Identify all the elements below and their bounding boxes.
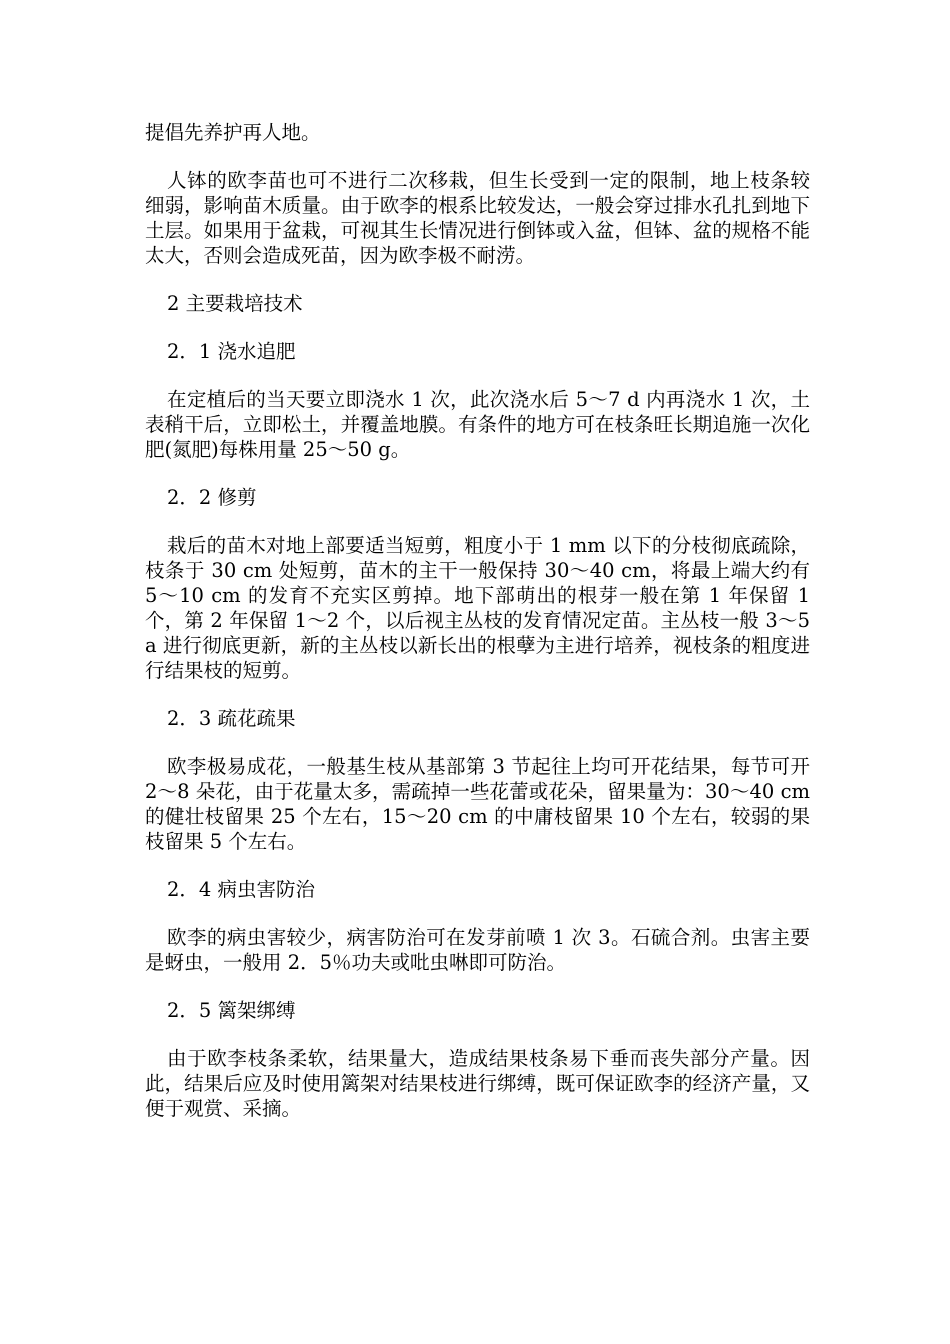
paragraph-trellis: 由于欧李枝条柔软，结果量大，造成结果枝条易下垂而丧失部分产量。因此，结果后应及时使用篱架对结果枝进行绑缚，既可保证欧李的经济产量，又便于观赏、采摘。: [145, 1047, 810, 1120]
subsection-heading-thinning: 2．3 疏花疏果: [167, 707, 296, 730]
paragraph-pest-control: 欧李的病虫害较少，病害防治可在发芽前喷 1 次 3。石硫合剂。虫害主要是蚜虫，一般用 2．5％功夫或吡虫啉即可防治。: [145, 926, 810, 974]
subsection-heading-trellis: 2．5 篱架绑缚: [167, 999, 296, 1022]
paragraph-continuation: 提倡先养护再人地。: [145, 121, 321, 144]
document-body: [145, 120, 810, 1144]
paragraph-transplanting: 人钵的欧李苗也可不进行二次移栽，但生长受到一定的限制，地上枝条较细弱，影响苗木质量。由于欧李的根系比较发达，一般会穿过排水孔扎到地下土层。如果用于盆栽，可视其生长情况进行倒钵或入盆，但钵、盆的规格不能太大，否则会造成死苗，因为欧李极不耐涝。: [145, 169, 810, 267]
paragraph-thinning: 欧李极易成花，一般基生枝从基部第 3 节起往上均可开花结果，每节可开 2～8 朵花，由于花量太多，需疏掉一些花蕾或花朵，留果量为：30～40 cm 的健壮枝留果 25 个左右，15～20 cm 的中庸枝留果 10 个左右，较弱的果枝留果 5 个左右。: [145, 755, 810, 853]
paragraph-pruning: 栽后的苗木对地上部要适当短剪，粗度小于 1 mm 以下的分枝彻底疏除，枝条于 30 cm 处短剪，苗木的主干一般保持 30～40 cm，将最上端大约有 5～10 cm 的发育不充实区剪掉。地下部萌出的根芽一般在第 1 年保留 1 个，第 2 年保留 1～2 个，以后视主丛枝的发育情况定苗。主丛枝一般 3～5 a 进行彻底更新，新的主丛枝以新长出的根孽为主进行培养，视枝条的粗度进行结果枝的短剪。: [145, 534, 810, 682]
subsection-heading-watering: 2．1 浇水追肥: [167, 340, 296, 363]
subsection-heading-pruning: 2．2 修剪: [167, 486, 257, 509]
section-heading-cultivation: 2 主要栽培技术: [167, 292, 303, 315]
paragraph-watering: 在定植后的当天要立即浇水 1 次，此次浇水后 5～7 d 内再浇水 1 次，土表稍干后，立即松土，并覆盖地膜。有条件的地方可在枝条旺长期追施一次化肥(氮肥)每株用量 25～50 g。: [145, 388, 810, 461]
subsection-heading-pest-control: 2．4 病虫害防治: [167, 878, 316, 901]
